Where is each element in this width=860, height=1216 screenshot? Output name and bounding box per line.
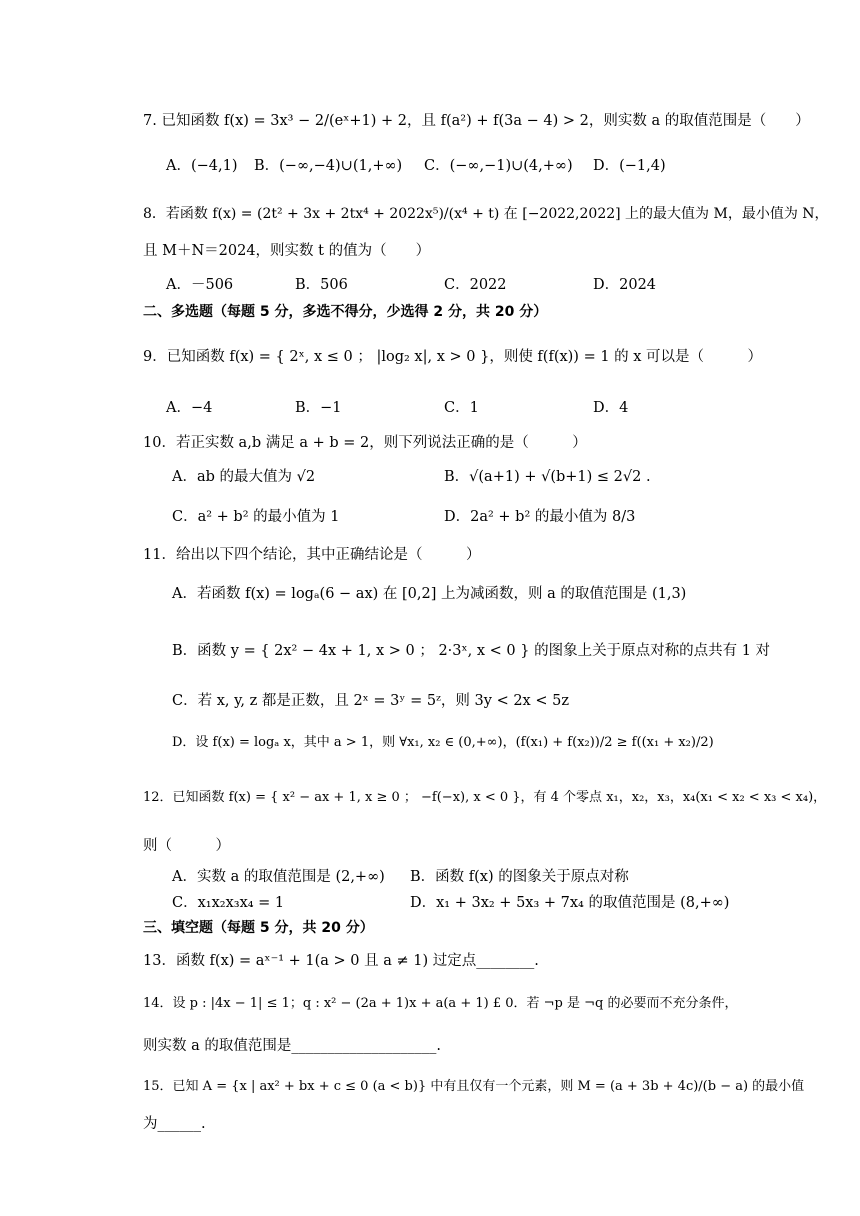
q9-option-d: D．4 bbox=[593, 400, 629, 416]
q7-option-c: C．(−∞,−1)∪(4,+∞) bbox=[424, 158, 573, 174]
section-2-heading: 二、多选题（每题 5 分，多选不得分，少选得 2 分，共 20 分） bbox=[143, 304, 548, 320]
q9-option-b: B．−1 bbox=[295, 400, 342, 416]
q13-text: 13．函数 f(x) = aˣ⁻¹ + 1(a > 0 且 a ≠ 1) 过定点________. bbox=[143, 953, 539, 969]
q7-option-d: D．(−1,4) bbox=[593, 158, 666, 174]
q12-option-b: B．函数 f(x) 的图象关于原点对称 bbox=[410, 869, 629, 885]
q12-option-c: C．x₁x₂x₃x₄ = 1 bbox=[172, 895, 285, 911]
q9-option-c: C．1 bbox=[444, 400, 479, 416]
q12-option-d: D．x₁ + 3x₂ + 5x₃ + 7x₄ 的取值范围是 (8,+∞) bbox=[410, 895, 730, 911]
q8-option-a: A．－506 bbox=[166, 277, 234, 293]
q11-option-c: C．若 x, y, z 都是正数，且 2ˣ = 3ʸ = 5ᶻ，则 3y < 2x < 5z bbox=[172, 693, 569, 709]
q14-line2: 则实数 a 的取值范围是____________________. bbox=[143, 1038, 441, 1054]
q14-line1: 14．设 p : |4x − 1| ≤ 1；q : x² − (2a + 1)x + a(a + 1) £ 0．若 ¬p 是 ¬q 的必要而不充分条件， bbox=[143, 996, 738, 1011]
q7-stem: 7. 已知函数 f(x) = 3x³ − 2/(eˣ+1) + 2，且 f(a²) + f(3a − 4) > 2，则实数 a 的取值范围是（ ） bbox=[143, 113, 810, 129]
q8-option-c: C．2022 bbox=[444, 277, 507, 293]
q10-option-d: D．2a² + b² 的最小值为 8/3 bbox=[444, 509, 636, 525]
q10-stem: 10．若正实数 a,b 满足 a + b = 2，则下列说法正确的是（ ） bbox=[143, 435, 587, 451]
q12-stem-line1: 12．已知函数 f(x) = { x² − ax + 1, x ≥ 0 ； −f(−x), x < 0 }，有 4 个零点 x₁，x₂，x₃，x₄(x₁ < x₂ < x₃ < x₄)， bbox=[143, 790, 827, 805]
q12-stem-line2: 则（ ） bbox=[143, 838, 230, 854]
q10-option-c: C．a² + b² 的最小值为 1 bbox=[172, 509, 340, 525]
q11-option-a: A．若函数 f(x) = logₐ(6 − ax) 在 [0,2] 上为减函数，则 a 的取值范围是 (1,3) bbox=[172, 586, 687, 602]
q9-stem: 9．已知函数 f(x) = { 2ˣ, x ≤ 0 ； |log₂ x|, x > 0 }，则使 f(f(x)) = 1 的 x 可以是（ ） bbox=[143, 349, 763, 365]
q12-option-a: A．实数 a 的取值范围是 (2,+∞) bbox=[172, 869, 385, 885]
q8-option-b: B．506 bbox=[295, 277, 348, 293]
q15-line1: 15．已知 A = {x | ax² + bx + c ≤ 0 (a < b)} 中有且仅有一个元素，则 M = (a + 3b + 4c)/(b − a) 的最小值 bbox=[143, 1079, 805, 1094]
q10-option-a: A．ab 的最大值为 √2 bbox=[172, 469, 316, 485]
section-3-heading: 三、填空题（每题 5 分，共 20 分） bbox=[143, 920, 374, 936]
q15-line2: 为______. bbox=[143, 1116, 206, 1132]
q11-option-d: D．设 f(x) = logₐ x，其中 a > 1，则 ∀x₁, x₂ ∈ (0,+∞)，(f(x₁) + f(x₂))/2 ≥ f((x₁ + x₂)/2) bbox=[172, 735, 714, 750]
q11-option-b: B．函数 y = { 2x² − 4x + 1, x > 0 ； 2·3ˣ, x < 0 } 的图象上关于原点对称的点共有 1 对 bbox=[172, 643, 771, 659]
q7-option-b: B．(−∞,−4)∪(1,+∞) bbox=[254, 158, 403, 174]
q10-option-b: B．√(a+1) + √(b+1) ≤ 2√2 . bbox=[444, 469, 651, 485]
q9-option-a: A．−4 bbox=[166, 400, 213, 416]
q8-stem-line2: 且 M＋N＝2024，则实数 t 的值为（ ） bbox=[143, 243, 431, 259]
q8-option-d: D．2024 bbox=[593, 277, 657, 293]
q11-stem: 11．给出以下四个结论，其中正确结论是（ ） bbox=[143, 547, 481, 563]
q8-stem-line1: 8．若函数 f(x) = (2t² + 3x + 2tx⁴ + 2022x⁵)/(x⁴ + t) 在 [−2022,2022] 上的最大值为 M，最小值为 N， bbox=[143, 206, 829, 222]
q7-option-a: A．(−4,1) bbox=[166, 158, 238, 174]
